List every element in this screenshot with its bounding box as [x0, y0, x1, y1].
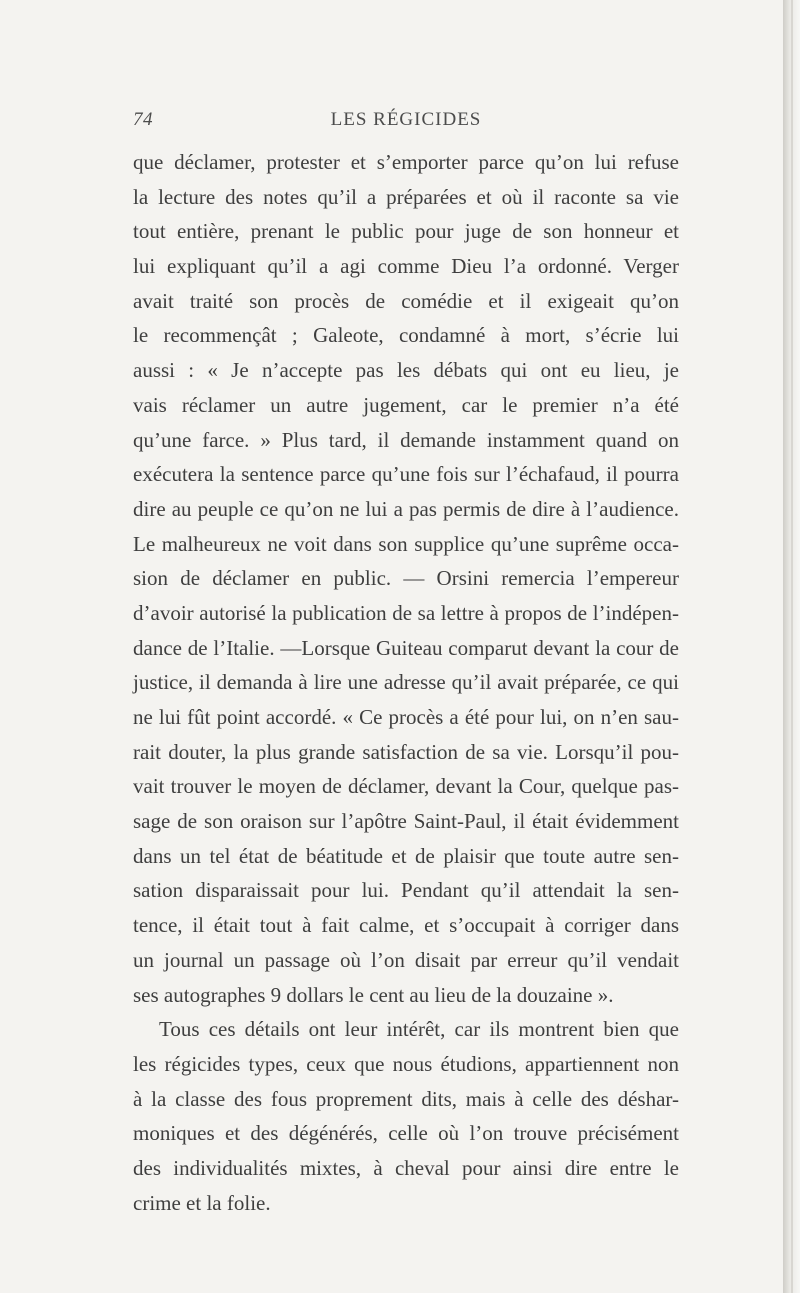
text-line: rait douter, la plus grande satisfaction de sa vie. Lorsqu’il pou-	[133, 739, 679, 764]
text-line: justice, il demanda à lire une adresse qu’il avait préparée, ce qui	[133, 670, 679, 695]
text-line: la lecture des notes qu’il a préparées et où il raconte sa vie	[133, 184, 679, 209]
text-line: crime et la folie.	[133, 1190, 271, 1215]
text-line: vait trouver le moyen de déclamer, devant la Cour, quelque pas-	[133, 774, 679, 799]
page-edge-line	[791, 0, 793, 1293]
text-line: Le malheureux ne voit dans son supplice qu’une suprême occa-	[133, 531, 679, 556]
text-line: lui expliquant qu’il a agi comme Dieu l’a ordonné. Verger	[133, 254, 679, 279]
page-header	[133, 109, 679, 137]
text-line: sation disparaissait pour lui. Pendant qu’il attendait la sen-	[133, 878, 679, 903]
page-number: 74	[133, 109, 153, 130]
text-line: un journal un passage où l’on disait par erreur qu’il vendait	[133, 947, 679, 972]
text-line: dans un tel état de béatitude et de plaisir que toute autre sen-	[133, 843, 679, 868]
text-line: tence, il était tout à fait calme, et s’occupait à corriger dans	[133, 913, 679, 938]
text-line: que déclamer, protester et s’emporter parce qu’on lui refuse	[133, 150, 679, 174]
text-line: ne lui fût point accordé. « Ce procès a été pour lui, on n’en sau-	[133, 705, 679, 729]
text-line: exécutera la sentence parce qu’une fois sur l’échafaud, il pourra	[133, 462, 679, 487]
text-line: dance de l’Italie. —Lorsque Guiteau comparut devant la cour de	[133, 635, 679, 660]
text-line: sage de son oraison sur l’apôtre Saint-Paul, il était évidemment	[133, 809, 679, 834]
text-line: ses autographes 9 dollars le cent au lieu de la douzaine ».	[133, 982, 614, 1007]
text-line: à la classe des fous proprement dits, mais à celle des déshar-	[133, 1086, 679, 1111]
text-line: aussi : « Je n’accepte pas les débats qui ont eu lieu, je	[133, 358, 679, 383]
body-text	[133, 145, 679, 1220]
text-line: le recommençât ; Galeote, condamné à mort, s’écrie lui	[133, 323, 679, 348]
text-line: vais réclamer un autre jugement, car le premier n’a été	[133, 392, 679, 417]
text-line: tout entière, prenant le public pour juge de son honneur et	[133, 219, 679, 244]
running-head: LES RÉGICIDES	[330, 109, 482, 130]
text-line: d’avoir autorisé la publication de sa lettre à propos de l’indépen-	[133, 600, 679, 625]
text-line: qu’une farce. » Plus tard, il demande instamment quand on	[133, 427, 679, 452]
text-line: des individualités mixtes, à cheval pour ainsi dire entre le	[133, 1155, 679, 1180]
text-line: Tous ces détails ont leur intérêt, car ils montrent bien que	[159, 1017, 679, 1042]
text-line: dire au peuple ce qu’on ne lui a pas permis de dire à l’audience.	[133, 496, 679, 521]
text-line: les régicides types, ceux que nous étudions, appartiennent non	[133, 1051, 679, 1076]
text-line: moniques et des dégénérés, celle où l’on trouve précisément	[133, 1121, 679, 1146]
text-line: sion de déclamer en public. — Orsini remercia l’empereur	[133, 566, 679, 591]
text-line: avait traité son procès de comédie et il exigeait qu’on	[133, 288, 679, 313]
